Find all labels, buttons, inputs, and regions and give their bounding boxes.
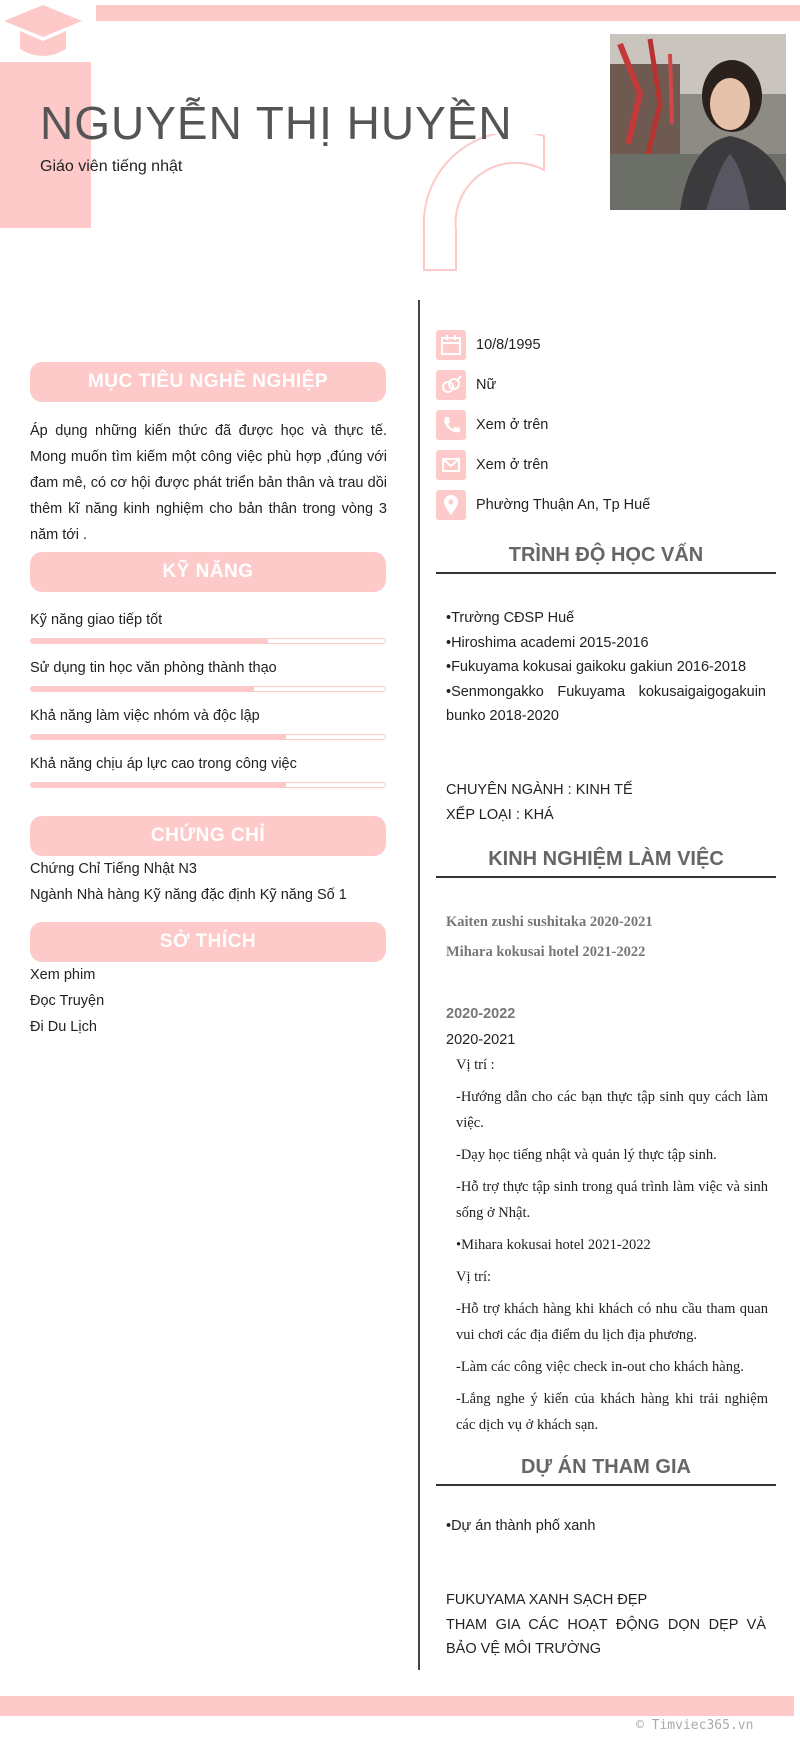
projects-heading: DỰ ÁN THAM GIA <box>521 1456 691 1478</box>
phone-icon <box>436 410 466 440</box>
hobby-item: Đi Du Lịch <box>30 1019 97 1035</box>
education-item: •Fukuyama kokusai gaikoku gakiun 2016-2018 <box>446 659 747 675</box>
experience-details <box>456 1052 768 1444</box>
skill-bar-fill <box>31 687 254 691</box>
hobbies-list <box>30 962 104 1040</box>
skills-heading: KỸ NĂNG <box>30 552 386 592</box>
skill-bar <box>30 782 386 788</box>
experience-detail: Vị trí : <box>456 1057 495 1073</box>
skill-bar-fill <box>31 735 286 739</box>
skill-label: Khả năng chịu áp lực cao trong công việc <box>30 756 297 772</box>
contact-text: Nữ <box>476 377 497 393</box>
calendar-icon <box>436 330 466 360</box>
hobbies-heading: SỞ THÍCH <box>30 922 386 962</box>
education-major: CHUYÊN NGÀNH : KINH TẾ <box>446 782 633 798</box>
hobby-item: Đọc Truyện <box>30 993 105 1009</box>
gender-icon <box>436 370 466 400</box>
skill-bar <box>30 734 386 740</box>
experience-detail: -Dạy học tiếng nhật và quản lý thực tập sinh. <box>456 1147 717 1163</box>
project-item: •Dự án thành phố xanh <box>446 1518 596 1534</box>
skill-bar-fill <box>31 639 268 643</box>
contact-text: Phường Thuận An, Tp Huế <box>476 497 651 513</box>
education-rule <box>436 572 776 574</box>
experience-heading: KINH NGHIỆM LÀM VIỆC <box>488 848 724 870</box>
education-summary <box>446 778 766 827</box>
skill-label: Sử dụng tin học văn phòng thành thạo <box>30 660 277 676</box>
graduation-cap-icon <box>2 3 84 63</box>
certificates-heading: CHỨNG CHỈ <box>30 816 386 856</box>
experience-company: Mihara kokusai hotel 2021-2022 <box>446 944 646 960</box>
profile-photo <box>610 34 786 210</box>
education-heading: TRÌNH ĐỘ HỌC VẤN <box>508 544 704 566</box>
location-pin-icon <box>436 490 466 520</box>
experience-detail: -Lắng nghe ý kiến của khách hàng khi trải nghiệm các dịch vụ ở khách sạn. <box>456 1391 768 1433</box>
decorative-arc <box>420 134 560 274</box>
education-rank: XẾP LOẠI : KHÁ <box>446 806 554 823</box>
experience-rule <box>436 876 776 878</box>
top-accent-bar <box>96 5 800 21</box>
experience-period-bold: 2020-2022 <box>446 1006 516 1022</box>
experience-detail: -Hướng dẫn cho các bạn thực tập sinh quy cách làm việc. <box>456 1089 768 1131</box>
job-title: Giáo viên tiếng nhật <box>40 158 183 175</box>
experience-detail: Vị trí: <box>456 1269 492 1285</box>
projects-rule <box>436 1484 776 1486</box>
experience-period: 2020-2021 <box>446 1032 516 1048</box>
certificate-item: Ngành Nhà hàng Kỹ năng đặc định Kỹ năng Số 1 <box>30 887 347 903</box>
contact-text: Xem ở trên <box>476 457 549 473</box>
contact-text: Xem ở trên <box>476 417 549 433</box>
watermark: © Timviec365.vn <box>636 1718 754 1733</box>
candidate-name: NGUYỄN THỊ HUYỀN <box>40 97 513 149</box>
education-item: •Senmongakko Fukuyama kokusaigaigogakuin bunko 2018-2020 <box>446 683 766 724</box>
contact-text: 10/8/1995 <box>476 337 541 353</box>
experience-detail: -Hỗ trợ khách hàng khi khách có nhu cầu tham quan vui chơi các địa điểm du lịch địa phương. <box>456 1301 768 1343</box>
email-icon <box>436 450 466 480</box>
skill-bar-fill <box>31 783 286 787</box>
column-divider <box>418 300 420 1670</box>
experience-detail: -Hỗ trợ thực tập sinh trong quá trình làm việc và sinh sống ở Nhật. <box>456 1179 768 1221</box>
experience-company: Kaiten zushi sushitaka 2020-2021 <box>446 914 653 930</box>
skill-label: Khả năng làm việc nhóm và độc lập <box>30 708 260 724</box>
certificate-item: Chứng Chỉ Tiếng Nhật N3 <box>30 861 197 877</box>
education-list <box>446 606 766 729</box>
education-item: •Hiroshima academi 2015-2016 <box>446 634 649 651</box>
skill-label: Kỹ năng giao tiếp tốt <box>30 612 163 628</box>
objective-heading: MỤC TIÊU NGHỀ NGHIỆP <box>30 362 386 402</box>
education-item: •Trường CĐSP Huế <box>446 610 575 626</box>
skill-bar <box>30 686 386 692</box>
experience-detail: •Mihara kokusai hotel 2021-2022 <box>456 1237 651 1253</box>
skill-bar <box>30 638 386 644</box>
certificates-list <box>30 856 347 908</box>
project-detail: THAM GIA CÁC HOẠT ĐỘNG DỌN DẸP VÀ BẢO VỆ MÔI TRƯỜNG <box>446 1616 766 1657</box>
project-details <box>446 1588 766 1662</box>
experience-detail: -Làm các công việc check in-out cho khách hàng. <box>456 1359 744 1375</box>
project-detail: FUKUYAMA XANH SẠCH ĐẸP <box>446 1592 648 1608</box>
hobby-item: Xem phim <box>30 967 96 983</box>
bottom-accent-bar <box>0 1696 794 1716</box>
objective-text: Áp dụng những kiến thức đã được học và thực tế. Mong muốn tìm kiếm một công việc phù hợp ,đúng với đam mê, có cơ hội được phát triển bản thân và trau dồi thêm kĩ năng kinh nghiệm cho bản thân trong vòng 3 năm tới . <box>30 423 387 543</box>
